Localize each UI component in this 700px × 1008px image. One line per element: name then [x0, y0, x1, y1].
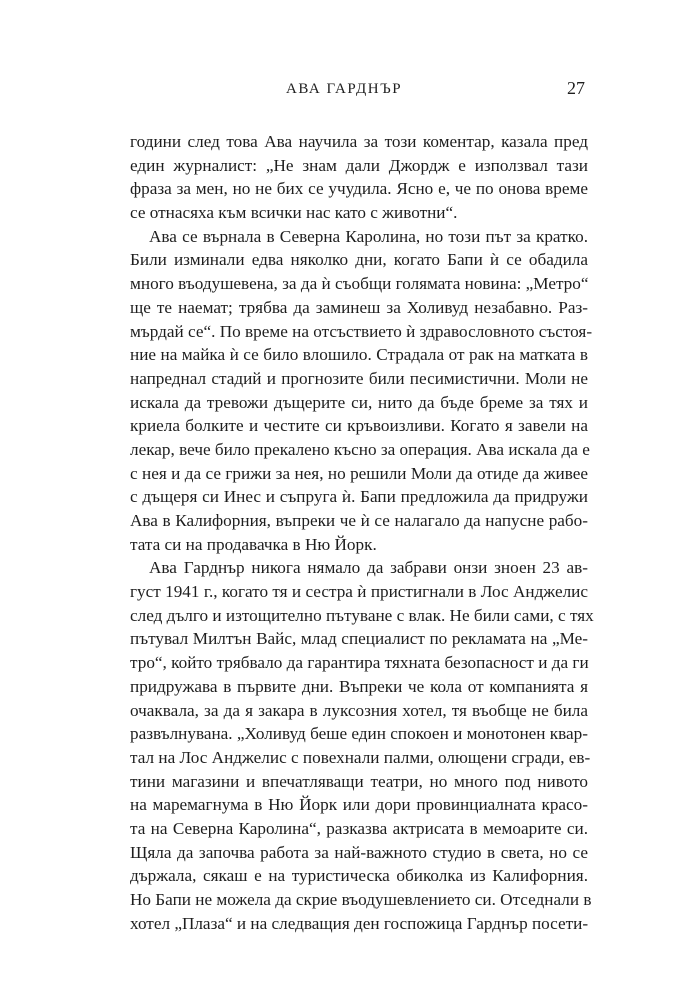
text-line: развълнувана. „Холивуд беше един спокоен и монотонен квар-: [130, 724, 588, 744]
text-line: густ 1941 г., когато тя и сестра ѝ пристигнали в Лос Анджелис: [130, 582, 588, 602]
page-number: 27: [567, 78, 585, 98]
text-line: тро“, който трябвало да гарантира тяхната безопасност и да ги: [130, 653, 589, 673]
text-line: искала да тревожи дъщерите си, нито да бъде бреме за тях и: [130, 392, 588, 412]
text-line: един журналист: „Не знам дали Джордж е използвал тази: [130, 155, 588, 175]
text-line: с нея и да се грижи за нея, но решили Моли да отиде да живее: [130, 463, 588, 483]
text-line: ще те наемат; трябва да заминеш за Холивуд незабавно. Раз-: [130, 297, 588, 317]
text-line: Ава Гарднър никога нямало да забрави онзи зноен 23 ав-: [149, 558, 588, 578]
text-line: след дълго и изтощително пътуване с влак. Не били сами, с тях: [130, 605, 594, 625]
text-line: години след това Ава научила за този коментар, казала пред: [130, 132, 588, 151]
text-line: Били изминали едва няколко дни, когато Бапи ѝ се обадила: [130, 250, 588, 270]
text-line: придружава в първите дни. Въпреки че кола от компанията я: [130, 676, 588, 696]
text-line: ние на майка ѝ се било влошило. Страдала от рак на матката в: [130, 345, 588, 365]
text-line: Но Бапи не можела да скрие въодушевлението си. Отседнали в: [130, 890, 592, 909]
text-line: та на Северна Каролина“, разказва актрисата в мемоарите си.: [130, 818, 588, 838]
text-line: много въодушевена, за да ѝ съобщи голямата новина: „Метро“: [130, 274, 589, 294]
text-line: тини магазини и впечатляващи театри, но много под нивото: [130, 771, 588, 791]
text-line: с дъщеря си Инес и съпруга ѝ. Бапи предложила да придружи: [130, 487, 588, 507]
text-line: мърдай се“. По време на отсъствието ѝ здравословното състоя-: [130, 321, 593, 341]
text-line: тал на Лос Анджелис с повехнали палми, олющени сгради, ев-: [130, 747, 591, 767]
text-line: Щяла да започва работа за най-важното студио в света, но се: [130, 842, 588, 862]
text-line: лекар, вече било прекалено късно за операция. Ава искала да е: [130, 439, 590, 459]
body-text: [130, 130, 594, 935]
text-line: напреднал стадий и прогнозите били песимистични. Моли не: [130, 368, 588, 388]
text-line: държала, сякаш е на туристическа обиколка из Калифорния.: [130, 866, 588, 886]
text-line: очаквала, за да я закара в луксозния хотел, тя въобще не била: [130, 700, 588, 720]
text-line: пътувал Милтън Вайс, млад специалист по рекламата на „Ме-: [130, 629, 588, 649]
text-line: Ава се върнала в Северна Каролина, но този път за кратко.: [149, 226, 588, 246]
text-line: тата си на продавачка в Ню Йорк.: [130, 534, 377, 554]
text-line: фраза за мен, но не бих се учудила. Ясно е, че по онова време: [130, 179, 588, 199]
text-line: се отнасяха към всички нас като с животни“.: [130, 203, 458, 223]
text-line: Ава в Калифорния, въпреки че ѝ се налагало да напусне рабо-: [130, 511, 588, 530]
text-line: криела болките и честите си кръвоизливи. Когато я завели на: [130, 416, 588, 436]
text-line: на маремагнума в Ню Йорк или дори провинциалната красо-: [130, 795, 588, 815]
running-title: АВА ГАРДНЪР: [286, 81, 403, 97]
text-line: хотел „Плаза“ и на следващия ден госпожица Гарднър посети-: [130, 913, 589, 933]
